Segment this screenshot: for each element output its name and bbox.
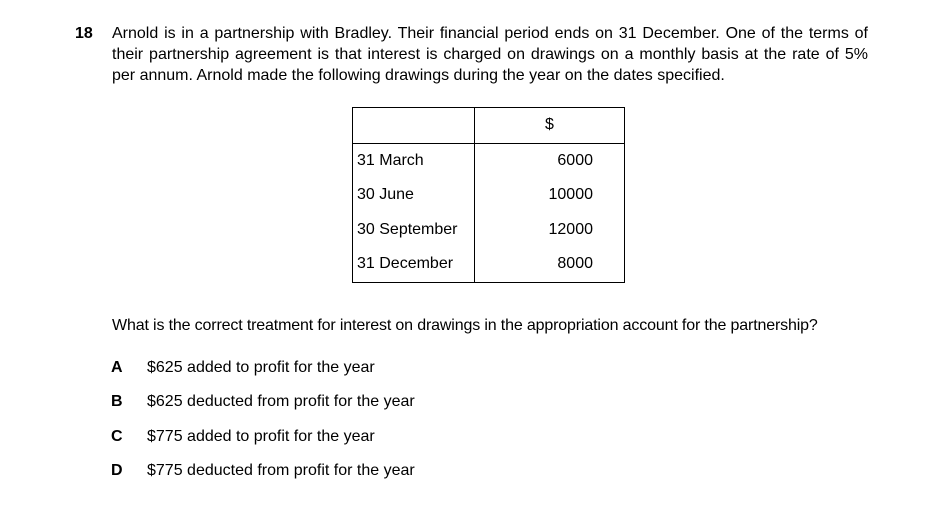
option-letter: A [111, 359, 123, 376]
option-text: $625 deducted from profit for the year [147, 393, 415, 410]
option-letter: C [111, 428, 123, 445]
question-prompt: What is the correct treatment for interest on drawings in the appropriation account for the partnership? [112, 317, 818, 334]
option-b[interactable] [111, 391, 415, 412]
drawing-amount: 12000 [475, 213, 625, 248]
drawing-date: 31 March [353, 143, 475, 178]
amount-column-header: $ [475, 108, 625, 144]
drawing-date: 30 September [353, 213, 475, 248]
drawing-date: 31 December [353, 247, 475, 282]
option-letter: B [111, 393, 123, 410]
option-letter: D [111, 462, 123, 479]
drawing-date: 30 June [353, 178, 475, 213]
table-row [353, 178, 625, 213]
drawings-table [352, 107, 625, 283]
option-text: $775 deducted from profit for the year [147, 462, 415, 479]
drawing-amount: 10000 [475, 178, 625, 213]
table-row [353, 213, 625, 248]
table-row [353, 247, 625, 282]
date-column-header [353, 108, 475, 144]
drawing-amount: 6000 [475, 143, 625, 178]
option-text: $775 added to profit for the year [147, 428, 375, 445]
table-row [353, 143, 625, 178]
option-a[interactable] [111, 357, 375, 378]
option-c[interactable] [111, 426, 375, 447]
question-stem: Arnold is in a partnership with Bradley. Their financial period ends on 31 December. One of the terms of their partnership agreement is that interest is charged on drawings on a monthly basis at the rate of 5% per annum. Arnold made the following drawings during the year on the dates specified. [112, 25, 868, 84]
drawing-amount: 8000 [475, 247, 625, 282]
option-text: $625 added to profit for the year [147, 359, 375, 376]
table-header-row [353, 108, 625, 144]
option-d[interactable] [111, 460, 415, 481]
question-number: 18 [75, 25, 93, 42]
